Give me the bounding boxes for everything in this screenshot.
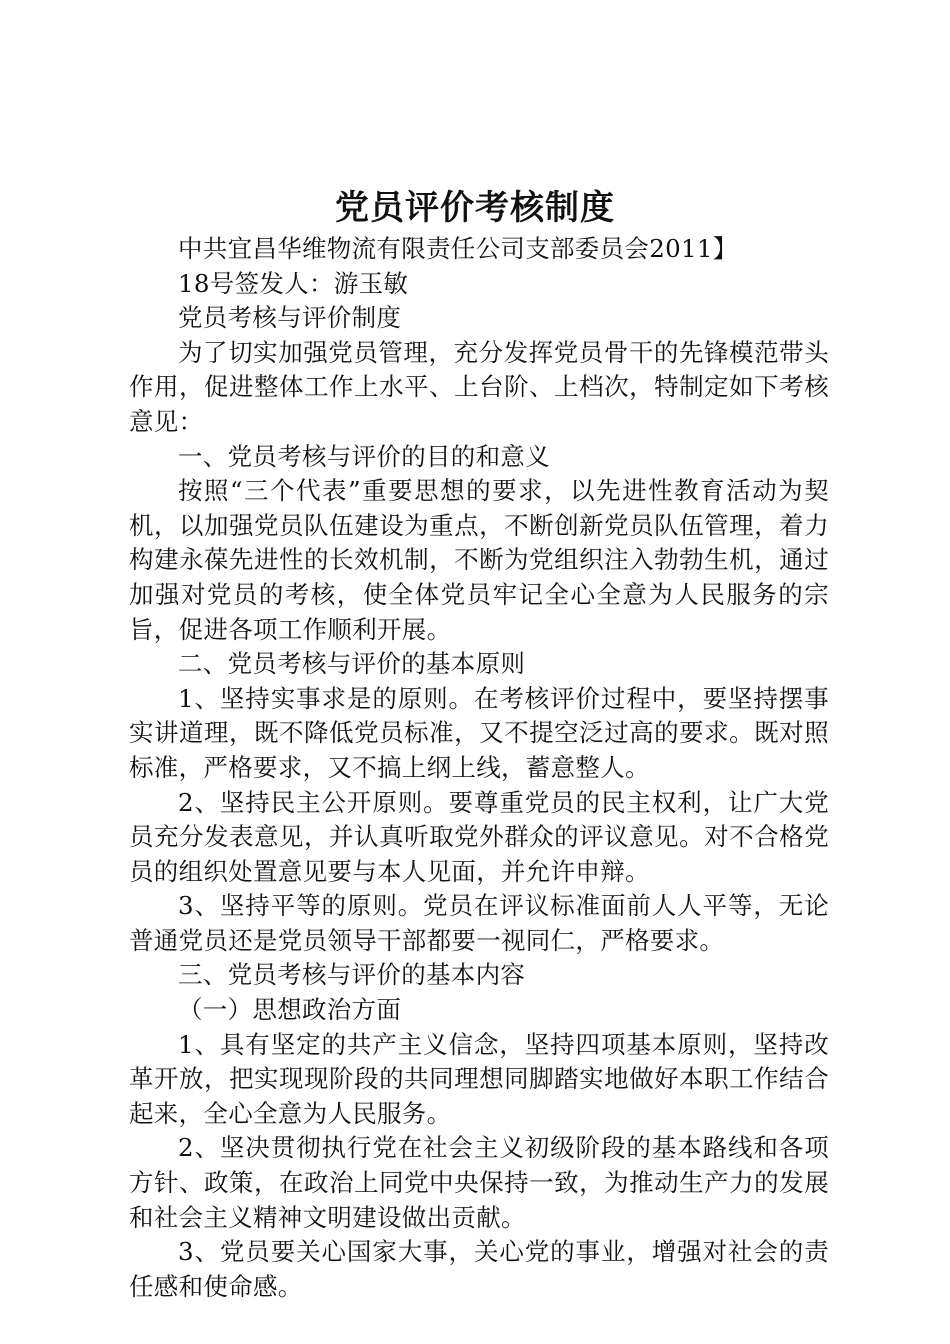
section-heading-3: 三、党员考核与评价的基本内容 (178, 960, 526, 990)
document-title: 党员评价考核制度 (335, 188, 615, 228)
paragraph-intro: 为了切实加强党员管理，充分发挥党员骨干的先锋模范带头作用，促进整体工作上水平、上台阶、上档次，特制定如下考核意见： (129, 337, 829, 436)
paragraph: 1、坚持实事求是的原则。在考核评价过程中，要坚持摆事实讲道理，既不降低党员标准，又不提空泛过高的要求。既对照标准，严格要求，又不搞上纲上线，蓄意整人。 (129, 683, 829, 782)
subsection-heading: （一）思想政治方面 (178, 995, 402, 1025)
paragraph: 2、坚决贯彻执行党在社会主义初级阶段的基本路线和各项方针、政策，在政治上同党中央保持一致，为推动生产力的发展和社会主义精神文明建设做出贡献。 (129, 1133, 829, 1232)
paragraph-subtitle: 党员考核与评价制度 (178, 303, 402, 333)
paragraph: 1、具有坚定的共产主义信念，坚持四项基本原则，坚持改革开放，把实现现阶段的共同理想同脚踏实地做好本职工作结合起来，全心全意为人民服务。 (129, 1029, 829, 1128)
paragraph: 3、党员要关心国家大事，关心党的事业，增强对社会的责任感和使命感。 (129, 1237, 829, 1301)
paragraph: 3、坚持平等的原则。党员在评议标准面前人人平等，无论普通党员还是党员领导干部都要一视同仁，严格要求。 (129, 891, 829, 955)
paragraph: 2、坚持民主公开原则。要尊重党员的民主权利，让广大党员充分发表意见，并认真听取党外群众的评议意见。对不合格党员的组织处置意见要与本人见面，并允许申辩。 (129, 787, 829, 886)
paragraph-signer: 18号签发人：游玉敏 (178, 268, 409, 298)
section-heading-1: 一、党员考核与评价的目的和意义 (178, 441, 550, 471)
paragraph-issuer: 中共宜昌华维物流有限责任公司支部委员会2011】 (178, 234, 738, 263)
document-body (129, 232, 829, 1304)
paragraph: 按照“三个代表”重要思想的要求，以先进性教育活动为契机，以加强党员队伍建设为重点，不断创新党员队伍管理，着力构建永葆先进性的长效机制，不断为党组织注入勃勃生机，通过加强对党员的考核，使全体党员牢记全心全意为人民服务的宗旨，促进各项工作顺利开展。 (129, 476, 829, 644)
section-heading-2: 二、党员考核与评价的基本原则 (178, 649, 526, 679)
